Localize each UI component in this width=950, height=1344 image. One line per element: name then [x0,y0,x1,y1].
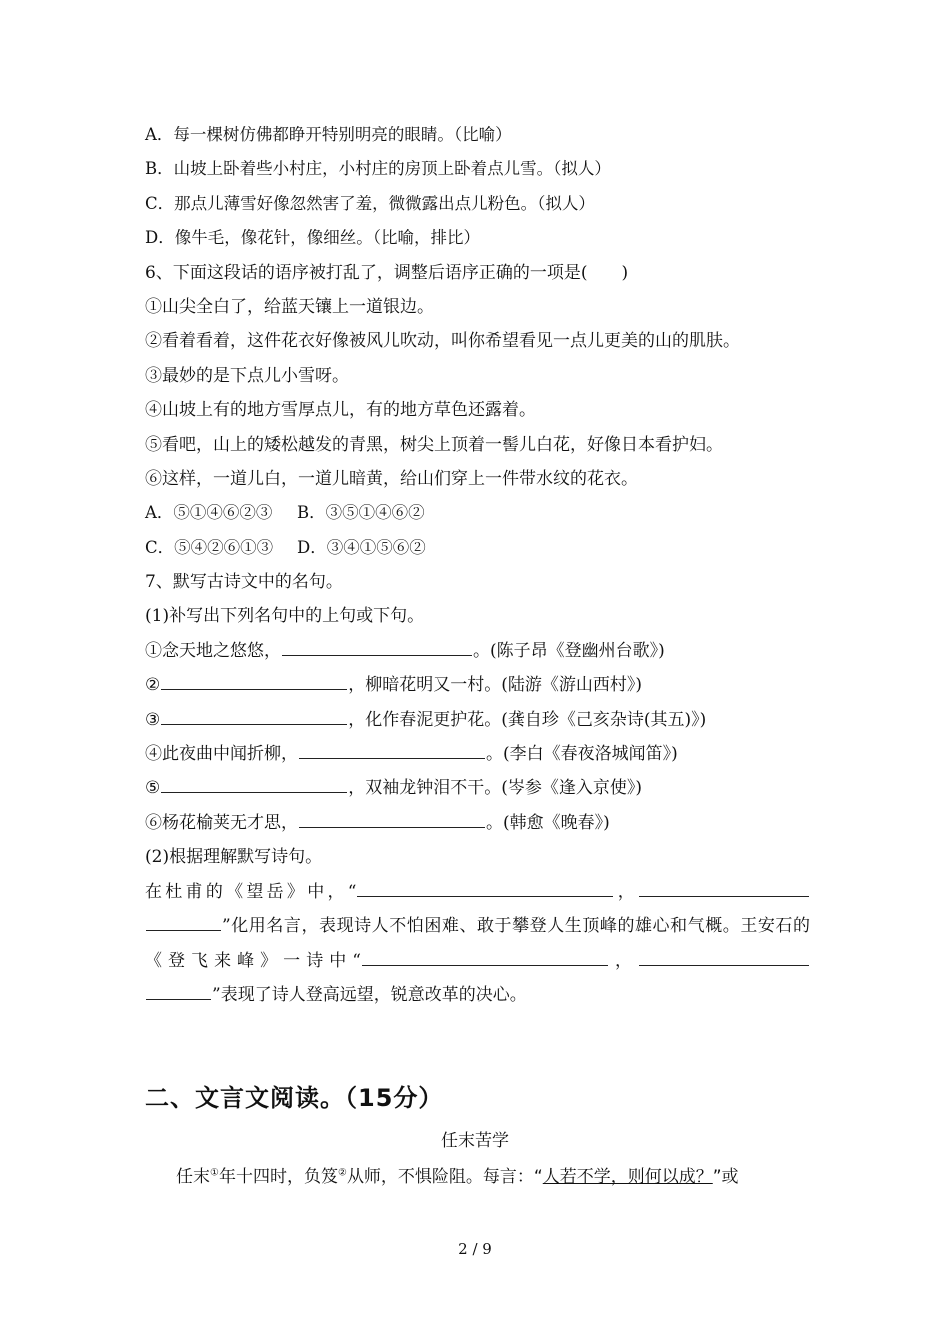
answer-blank[interactable] [146,983,211,1000]
passage-text: 年十四时，负笈 [218,1167,338,1187]
q7-part2-text-a: 在杜甫的《望岳》中，“ [145,881,357,902]
q7-prompt: 7、默写古诗文中的名句。 [145,572,343,593]
passage-first-line [176,1162,739,1187]
q7-line-4 [145,737,810,771]
q6-sentence-1: ①山尖全白了，给蓝天镶上一道银边。 [145,296,434,317]
q6-options-row-1 [145,496,810,530]
answer-blank[interactable] [362,949,608,966]
q5-option-c: C．那点儿薄雪好像忽然害了羞，微微露出点儿粉色。（拟人） [145,193,595,213]
q7-line-4-text: ④此夜曲中闻折柳， [145,744,298,765]
q6-option-a: A．⑤①④⑥②③ [145,503,273,523]
q6-sentence-4: ④山坡上有的地方雪厚点儿，有的地方草色还露着。 [145,400,536,421]
answer-blank[interactable] [357,880,613,897]
q7-line-5-text: ⑤ [145,778,161,799]
q7-line-4-source: 。(李白《春夜洛城闻笛》) [486,744,678,765]
q7-line-3-source: ，化作春泥更护花。(龚自珍《己亥杂诗(其五)》) [348,709,707,730]
q7-part2-text-e: ”表现了诗人登高远望，锐意改革的决心。 [212,985,527,1006]
section-heading: 二、文言文阅读。（15分） [145,1084,444,1112]
q5-option-a: A．每一棵树仿佛都睁开特别明亮的眼睛。（比喻） [145,125,512,144]
q6-sentence-6: ⑥这样，一道儿白，一道儿暗黄，给山们穿上一件带水纹的花衣。 [145,468,638,489]
answer-blank[interactable] [299,742,485,759]
q6-sentence-2: ②看着看着，这件花衣好像被风儿吹动，叫你希望看见一点儿更美的山的肌肤。 [145,331,740,352]
q6-option-c: C．⑤④②⑥①③ [145,537,274,557]
q5-option-d: D．像牛毛，像花针，像细丝。（比喻，排比） [145,228,480,248]
footnote-marker: ② [337,1167,347,1179]
q6-sentence-5: ⑤看吧，山上的矮松越发的青黑，树尖上顶着一髻儿白花，好像日本看护妇。 [145,434,723,455]
q7-line-3-text: ③ [145,709,161,730]
q6-option-d: D．③④①⑤⑥② [297,537,426,557]
q6-prompt: 6、下面这段话的语序被打乱了，调整后语序正确的一项是( ) [145,262,629,283]
answer-blank[interactable] [639,949,809,966]
q7-line-1-text: ①念天地之悠悠， [145,640,281,661]
page-number: 2 / 9 [458,1240,492,1258]
answer-blank[interactable] [639,880,809,897]
q6-option-b: B．③⑤①④⑥② [297,503,425,523]
answer-blank[interactable] [161,673,347,690]
passage-text: 从师，不惧险阻。每言：“ [346,1167,543,1187]
q7-part2-paragraph [145,875,810,1013]
q7-line-5 [145,771,810,805]
q7-line-5-source: ，双袖龙钟泪不干。(岑参《逢入京使》) [348,778,643,799]
q6-sentence-3: ③最妙的是下点儿小雪呀。 [145,365,349,386]
q7-part2-prompt: (2)根据理解默写诗句。 [145,847,323,868]
q7-part2-text-b: ， [614,881,639,902]
passage-title: 任末苦学 [441,1131,509,1151]
answer-blank[interactable] [146,914,221,931]
q7-line-3 [145,703,810,737]
answer-blank[interactable] [161,708,347,725]
q7-line-6 [145,806,810,840]
q7-line-2 [145,668,810,702]
q7-line-6-source: 。(韩愈《晚春》) [486,812,610,833]
passage-text: ”或 [712,1167,739,1187]
q7-line-1-source: 。(陈子昂《登幽州台歌》) [473,640,665,661]
q7-line-1 [145,634,810,668]
q7-part1-prompt: (1)补写出下列名句中的上句或下句。 [145,606,425,627]
q7-part2-text-d: ， [608,950,638,971]
answer-blank[interactable] [282,639,472,656]
q7-line-2-text: ② [145,675,161,696]
q6-options-row-2 [145,531,810,565]
underlined-quote: 人若不学，则何以成？ [542,1167,713,1187]
footnote-marker: ① [210,1167,219,1179]
q5-option-b: B．山坡上卧着些小村庄，小村庄的房顶上卧着点儿雪。（拟人） [145,159,611,179]
q7-line-2-source: ，柳暗花明又一村。(陆游《游山西村》) [348,675,643,696]
question-content [145,118,810,1013]
answer-blank[interactable] [299,811,485,828]
answer-blank[interactable] [161,776,347,793]
q7-part2-text-c: ”化用名言，表现诗人不怕困难、敢于攀登人生顶峰的雄心和气概。王安石的《登飞来峰》一诗中“ [145,916,810,971]
passage-text: 任末 [176,1167,210,1187]
q7-line-6-text: ⑥杨花榆荚无才思， [145,812,298,833]
